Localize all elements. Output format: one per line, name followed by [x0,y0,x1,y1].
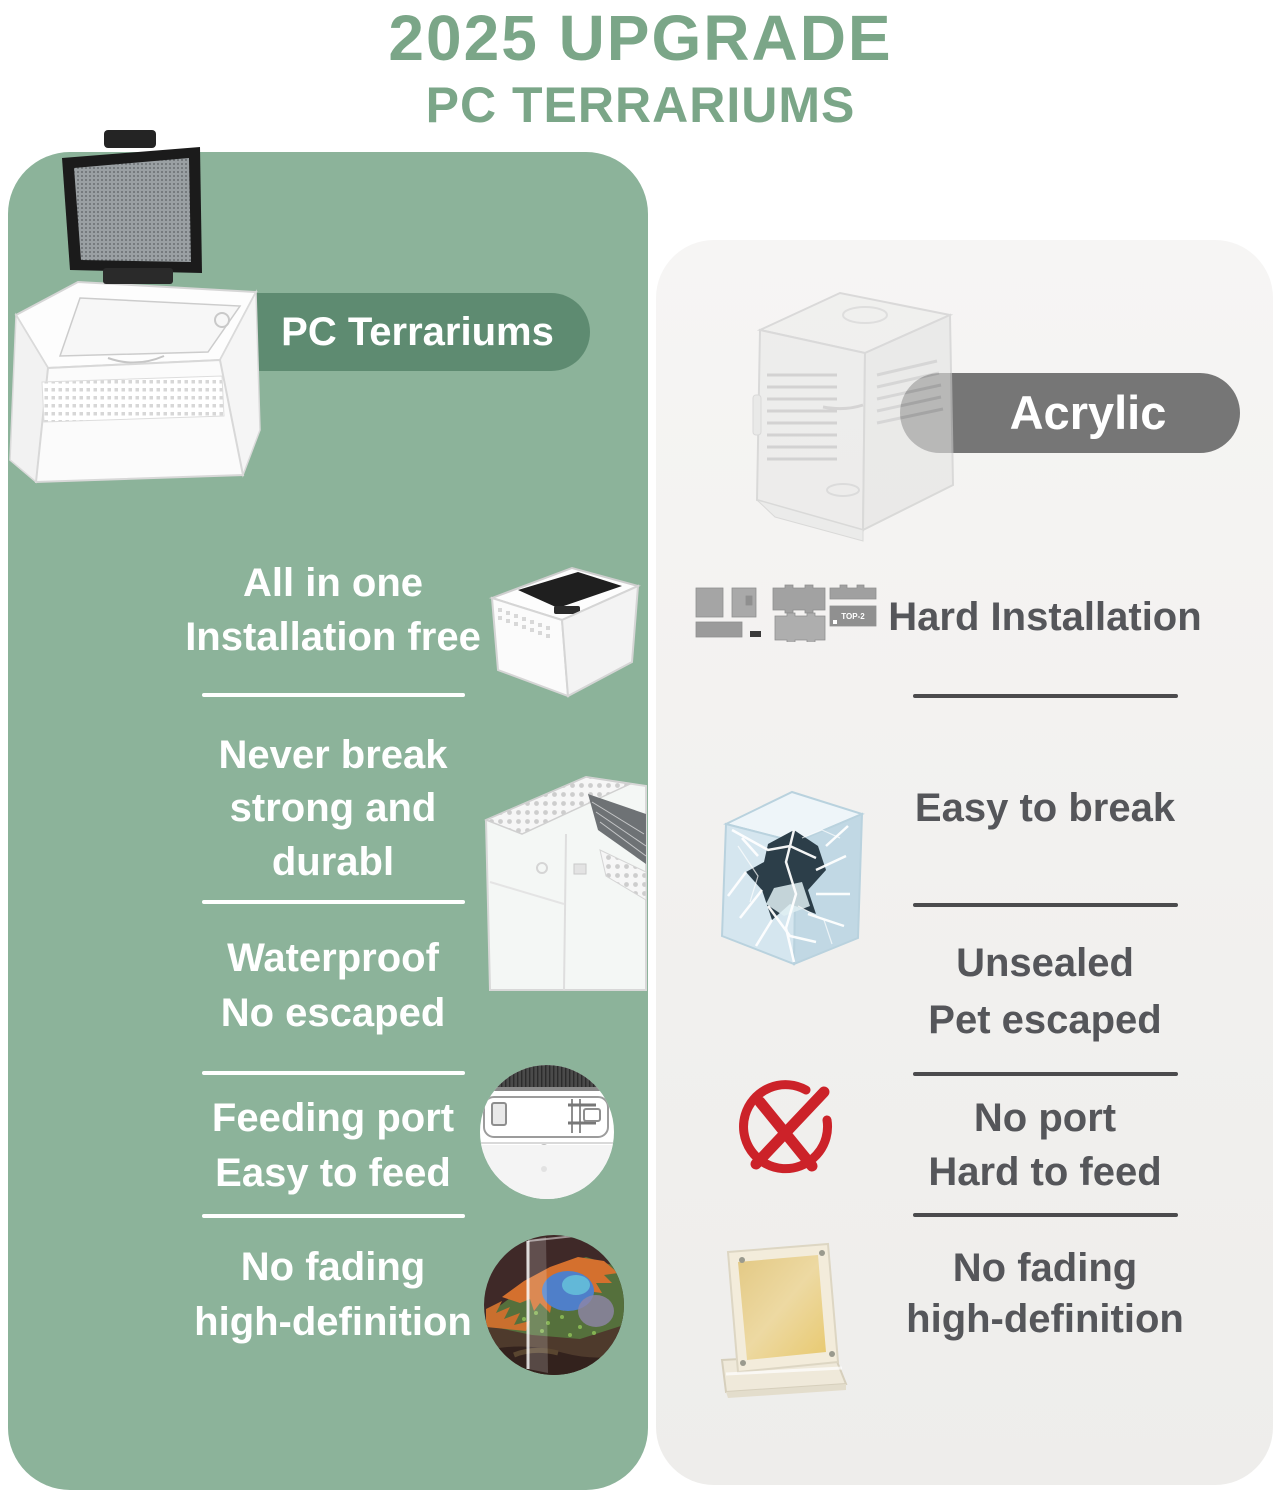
feature-line: No fading [952,1246,1138,1290]
divider [913,1213,1178,1217]
yellowed-frame-photo [712,1242,860,1398]
feature-line: No port [973,1096,1117,1140]
feeding-port-photo [480,1065,614,1199]
acrylic-terrarium-photo [745,285,957,547]
feature-line: Easy to break [914,786,1176,830]
feature-line: high-definition [906,1297,1184,1341]
feature-line: Unsealed [956,941,1134,985]
page-subtitle: PC TERRARIUMS [425,77,856,133]
feature-line: Pet escaped [928,998,1162,1042]
feature-line: durabl [271,840,395,884]
pc-terrarium-photo [8,130,264,510]
feature-line: No fading [240,1245,426,1289]
divider [202,900,465,904]
cracked-cube-photo [698,786,882,978]
divider [202,1071,465,1075]
page-title: 2025 UPGRADE [388,2,893,74]
feature-line: Hard Installation [888,595,1202,639]
no-port-x-icon [730,1072,845,1187]
feature-line: Never break [218,733,448,777]
feature-line: All in one [243,561,423,605]
divider [913,694,1178,698]
divider [913,903,1178,907]
pc-terrariums-pill: PC Terrariums [215,293,590,371]
feature-line: Feeding port [211,1096,455,1140]
chameleon-photo [484,1235,624,1375]
feature-line: Hard to feed [928,1150,1162,1194]
feature-line: Waterproof [227,936,439,980]
feature-line: high-definition [194,1300,472,1344]
divider [202,1214,465,1218]
terrarium-corner-photo [478,772,648,994]
acrylic-panels-photo [688,576,880,642]
divider [913,1072,1178,1076]
feature-line: Easy to feed [215,1151,451,1195]
divider [202,693,465,697]
acrylic-pill: Acrylic [900,373,1240,453]
closed-terrarium-photo [480,560,645,702]
feature-line: strong and [229,786,437,830]
feature-line: No escaped [220,991,446,1035]
panel-part-label: TOP-2 [841,612,865,621]
feature-line: Installation free [185,615,481,659]
